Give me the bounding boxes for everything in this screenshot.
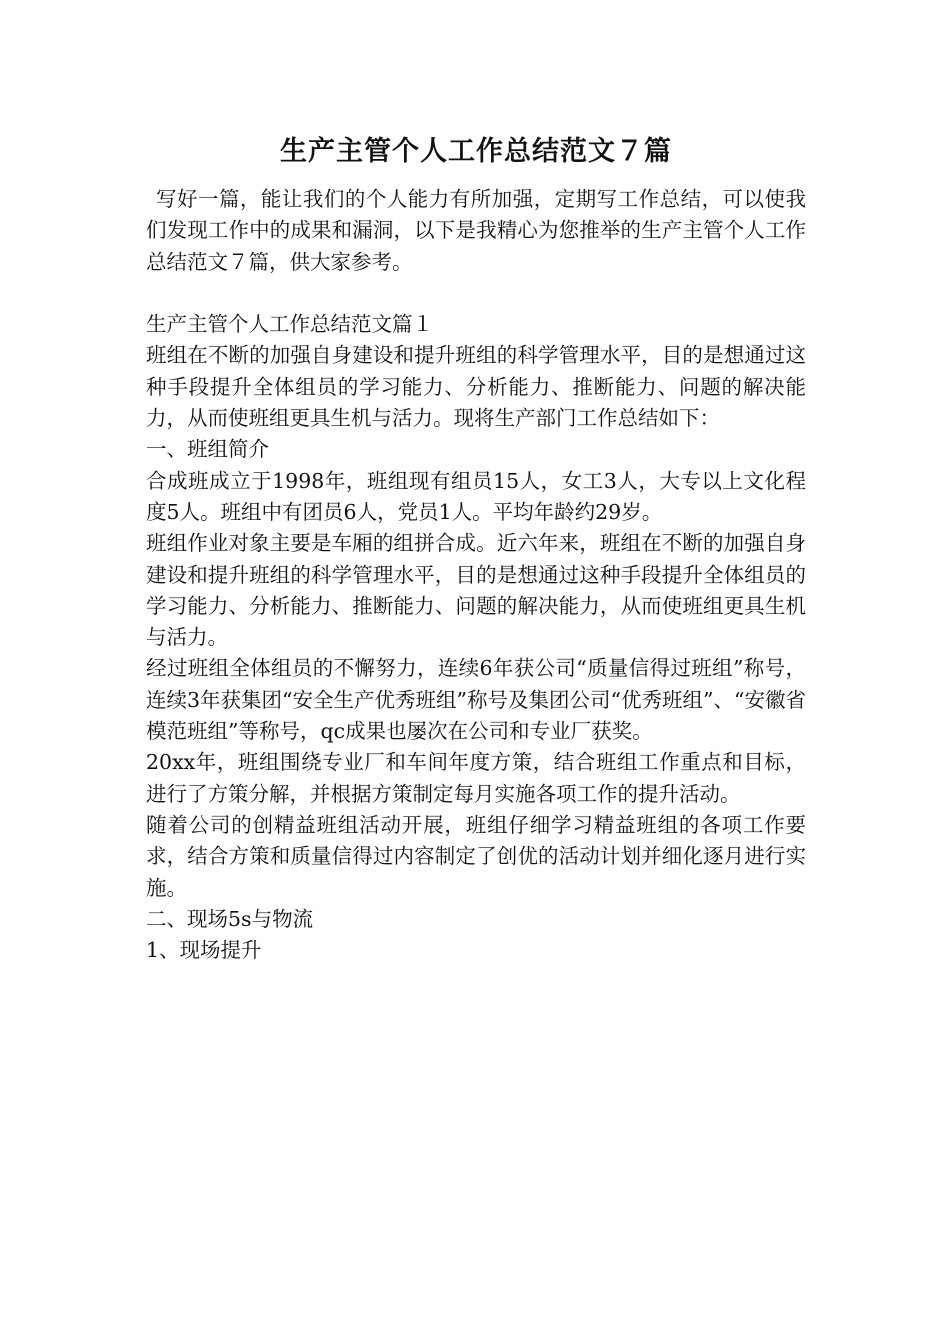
document-title: 生产主管个人工作总结范文７篇 [280, 136, 672, 167]
intro-paragraph: 写好一篇，能让我们的个人能力有所加强，定期写工作总结，可以使我们发现工作中的成果和漏洞，以下是我精心为您推举的生产主管个人工作总结范文７篇，供大家参考。 [146, 187, 806, 274]
document-body [146, 128, 806, 966]
section-heading-article-1: 生产主管个人工作总结范文篇１ [146, 312, 433, 337]
body-paragraph: 经过班组全体组员的不懈努力，连续6年获公司“质量信得过班组”称号，连续3年获集团“安全生产优秀班组”称号及集团公司“优秀班组”、“安徽省模范班组”等称号，qc成果也屡次在公司和专业厂获奖。 [146, 656, 806, 744]
body-paragraph: 班组在不断的加强自身建设和提升班组的科学管理水平，目的是想通过这种手段提升全体组员的学习能力、分析能力、推断能力、问题的解决能力，从而使班组更具生机与活力。现将生产部门工作总结如下： [146, 343, 806, 431]
section-heading-team-intro: 一、班组简介 [146, 437, 269, 462]
paragraph-spacer [146, 278, 806, 309]
body-paragraph: 20xx年，班组围绕专业厂和车间年度方策，结合班组工作重点和目标，进行了方策分解，并根据方策制定每月实施各项工作的提升活动。 [146, 750, 806, 806]
subsection-heading-site-improvement: 1、现场提升 [146, 938, 262, 963]
body-paragraph: 班组作业对象主要是车厢的组拼合成。近六年来，班组在不断的加强自身建设和提升班组的科学管理水平，目的是想通过这种手段提升全体组员的学习能力、分析能力、推断能力、问题的解决能力，从而使班组更具生机与活力。 [146, 531, 806, 650]
section-heading-5s-logistics: 二、现场5s与物流 [146, 906, 314, 931]
body-paragraph: 合成班成立于1998年，班组现有组员15人，女工3人，大专以上文化程度5人。班组中有团员6人，党员1人。平均年龄约29岁。 [146, 468, 806, 524]
body-paragraph: 随着公司的创精益班组活动开展，班组仔细学习精益班组的各项工作要求，结合方策和质量信得过内容制定了创优的活动计划并细化逐月进行实施。 [146, 812, 806, 900]
